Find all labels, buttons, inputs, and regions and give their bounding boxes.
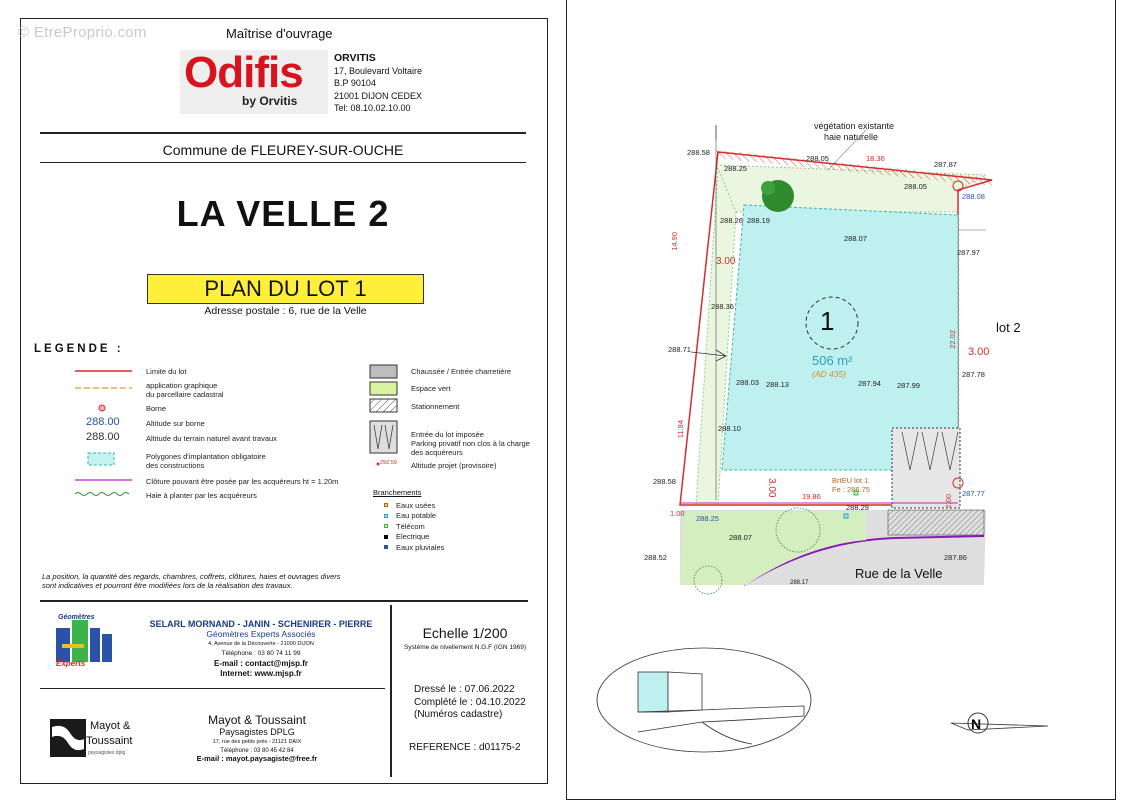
stationnement-area [888, 510, 984, 535]
odifis-logo-by: by Orvitis [242, 94, 298, 108]
legend-altitude-borne: Altitude sur borne [146, 419, 205, 428]
legend-limite: Limite du lot [146, 367, 187, 376]
brteu-label: BrtEU lot 1 [832, 476, 869, 485]
orvitis-street: 17, Boulevard Voltaire [334, 65, 423, 76]
geometre-email: E-mail : contact@mjsp.fr [213, 659, 309, 668]
alt-17: 288.10 [718, 424, 741, 433]
geometre-subtitle: Géomètres Experts Associés [206, 629, 316, 639]
alt-19: 288.25 [696, 514, 719, 523]
paysagiste-subtitle: Paysagistes DPLG [219, 727, 295, 737]
alt-5: 288.05 [904, 182, 927, 191]
geometre-address: 4, Avenue de la Découverte - 21000 DIJON [208, 641, 314, 647]
chaussee-symbol [370, 365, 397, 378]
legend-terrain-value: 288.00 [86, 431, 120, 443]
legend-haie: Haie à planter par les acquéreurs [146, 491, 257, 500]
lot-surface: 506 m² [812, 353, 853, 368]
mayot-logo-line3: paysagistes dplg [88, 750, 126, 756]
legend-borne: Borne [146, 404, 167, 413]
geometre-phone: Téléphone : 03 80 74 11 99 [221, 650, 301, 657]
dim-north: 18.36 [866, 154, 885, 163]
mayot-logo [50, 719, 86, 757]
branchement-telecom-marker [384, 524, 388, 528]
alt-1: 288.58 [687, 148, 710, 157]
branchement-eau-potable-marker [384, 514, 388, 518]
footer-top-divider [40, 600, 528, 602]
dim-corner: 1.00 [670, 509, 685, 518]
legend-altitude-projet-value: 292.59 [380, 460, 397, 466]
branchement-eaux-pluviales [384, 542, 444, 553]
alt-8: 288.07 [844, 234, 867, 243]
geometre-internet: Internet: www.mjsp.fr [220, 669, 302, 678]
espace-vert-symbol [370, 382, 397, 395]
alt-7: 288.19 [747, 216, 770, 225]
alt-2: 288.05 [806, 154, 829, 163]
borne-symbol [99, 405, 105, 411]
branchement-telecom [384, 521, 444, 532]
dim-recul-east: 3.00 [968, 346, 990, 358]
branchement-eau-potable-label: Eau potable [396, 511, 437, 521]
nivellement: Système de nivellement N.G.F (IGN 1969) [403, 644, 527, 651]
alt-11: 288.71 [668, 345, 691, 354]
geometre-block [146, 619, 376, 679]
geometres-logo-line1: Géomètres [58, 614, 95, 621]
legend-cloture: Clôture pouvant être posée par les acquéreurs ht = 1.20m [146, 477, 339, 486]
vegetation-label-2: haie naturelle [824, 132, 879, 142]
branchement-eaux-pluviales-marker [384, 545, 388, 549]
branchement-electrique-marker [384, 535, 388, 539]
adresse-postale: Adresse postale : 6, rue de la Velle [204, 305, 367, 317]
dim-parking: 2.00 [944, 494, 953, 509]
legend-stationnement: Stationnement [411, 402, 460, 411]
lot-cadastre: (AD 435) [812, 369, 847, 379]
alt-10: 288.36 [711, 302, 734, 311]
legend-polygones: Polygones d'implantation obligatoire des constructions [146, 452, 266, 470]
branchement-marker-ep [844, 514, 848, 518]
alt-16: 287.78 [962, 370, 985, 379]
lot-plan-drawing [566, 0, 1116, 800]
orvitis-address [334, 52, 422, 115]
orvitis-name: ORVITIS [334, 52, 376, 64]
lot-number: 1 [820, 306, 835, 336]
header-divider [40, 132, 526, 134]
legend-altitude-terrain: Altitude du terrain naturel avant travaux [146, 434, 277, 443]
branchement-telecom-label: Télécom [396, 521, 425, 531]
odifis-logo: Odifis [184, 48, 303, 97]
alt-blue-1: 288.08 [962, 192, 985, 201]
location-map-ellipse [597, 648, 811, 752]
alt-9: 287.97 [957, 248, 980, 257]
geometre-name: SELARL MORNAND - JANIN - SCHENIRER - PIERRE [149, 619, 373, 629]
geometres-logo-line2: Experts [56, 659, 86, 668]
commune-label: Commune de FLEUREY-SUR-OUCHE [162, 142, 404, 158]
alt-18: 288.58 [653, 477, 676, 486]
legend-title: LEGENDE : [34, 343, 124, 355]
branchement-eaux-usees [384, 500, 444, 511]
reference: REFERENCE : d01175-2 [409, 742, 521, 753]
branchement-electrique-label: Electrique [396, 532, 430, 542]
vegetation-label-1: végétation existante [814, 121, 895, 131]
echelle-title: Echelle 1/200 [422, 625, 508, 641]
dim-recul-west: 3.00 [716, 256, 736, 267]
street-label: Rue de la Velle [855, 566, 943, 581]
legend-espace-vert: Espace vert [411, 384, 451, 393]
dim-west-top: 14.90 [670, 232, 679, 251]
paysagiste-name: Mayot & Toussaint [208, 713, 306, 727]
haie-symbol [75, 493, 129, 496]
alt-13: 288.13 [766, 380, 789, 389]
mayot-logo-line1: Mayot & [90, 720, 131, 732]
orvitis-city: 21001 DIJON CEDEX [334, 90, 423, 101]
branchement-eau-potable [384, 511, 444, 522]
footer-middle-divider [40, 688, 385, 689]
north-arrow-letter: N [971, 716, 982, 732]
dim-east: 22.02 [948, 330, 957, 349]
alt-14: 287.94 [858, 379, 881, 388]
alt-blue-2: 287.77 [962, 489, 985, 498]
branchement-eaux-usees-marker [384, 503, 388, 507]
branchement-eaux-usees-label: Eaux usées [396, 500, 436, 510]
branchement-eaux-pluviales-label: Eaux pluviales [396, 542, 445, 552]
branchements-list [384, 500, 444, 553]
branchements-title: Branchements [373, 488, 422, 497]
watermark: © EtreProprio.com [18, 24, 147, 41]
fe-label: Fe : 286.75 [832, 485, 870, 494]
numeros-cadastre: (Numéros cadastre) [414, 709, 503, 720]
legend-symbols-right [368, 363, 400, 473]
alt-24: 288.17 [790, 580, 809, 586]
alt-15: 287.99 [897, 381, 920, 390]
alt-20: 288.29 [846, 503, 869, 512]
dim-west-bottom: 11.84 [676, 420, 685, 439]
location-map-lot [638, 672, 668, 712]
dresse-le: Dressé le : 07.06.2022 [414, 684, 515, 695]
commune-divider [40, 162, 526, 163]
dates-block [414, 684, 526, 722]
alt-12: 288.03 [736, 378, 759, 387]
alt-6: 288.26 [720, 216, 743, 225]
alt-3: 287.87 [934, 160, 957, 169]
alt-4: 288.25 [724, 164, 747, 173]
mayot-logo-line2: Toussaint [86, 735, 133, 747]
legend-cadastral: application graphique du parcellaire cadastral [146, 381, 224, 399]
lot-banner: PLAN DU LOT 1 [147, 274, 424, 304]
paysagiste-email: E-mail : mayot.paysagiste@free.fr [196, 754, 318, 763]
legend-borne-value: 288.00 [86, 416, 120, 428]
existing-hedge [716, 165, 986, 212]
legend-parking: Entrée du lot imposée Parking privatif non clos à la charge des acquéreurs [411, 430, 530, 457]
dim-recul-south: 3.00 [766, 478, 777, 498]
orvitis-bp: B.P 90104 [334, 78, 376, 88]
polygone-symbol [88, 453, 114, 465]
paysagiste-block [170, 713, 344, 764]
complete-le: Complété le : 04.10.2022 [414, 696, 526, 708]
lot2-label: lot 2 [996, 320, 1021, 335]
echelle-block [392, 625, 538, 651]
stationnement-symbol [370, 399, 397, 412]
orvitis-phone: Tel: 08.10.02.10.00 [334, 103, 411, 113]
dim-south: 19.86 [802, 492, 821, 501]
alt-22: 287.86 [944, 553, 967, 562]
project-title: LA VELLE 2 [176, 193, 390, 234]
alt-23: 288.52 [644, 553, 667, 562]
legend-chaussee: Chaussée / Entrée charretière [411, 367, 512, 376]
legend-altitude-projet: Altitude projet (provisoire) [411, 461, 497, 470]
maitrise-ouvrage-label: Maîtrise d'ouvrage [226, 26, 333, 41]
branchement-electrique [384, 532, 444, 543]
legend-note: La position, la quantité des regards, chambres, coffrets, clôtures, haies et ouvrages divers sont indicatives et pourront être modifiées lors de la réalisation des travaux. [42, 572, 341, 590]
paysagiste-address: 17, rue des petits prés - 21121 DAIX [212, 739, 302, 745]
alt-21: 288.07 [729, 533, 752, 542]
paysagiste-phone: Téléphone : 03 80 45 42 84 [220, 747, 294, 754]
